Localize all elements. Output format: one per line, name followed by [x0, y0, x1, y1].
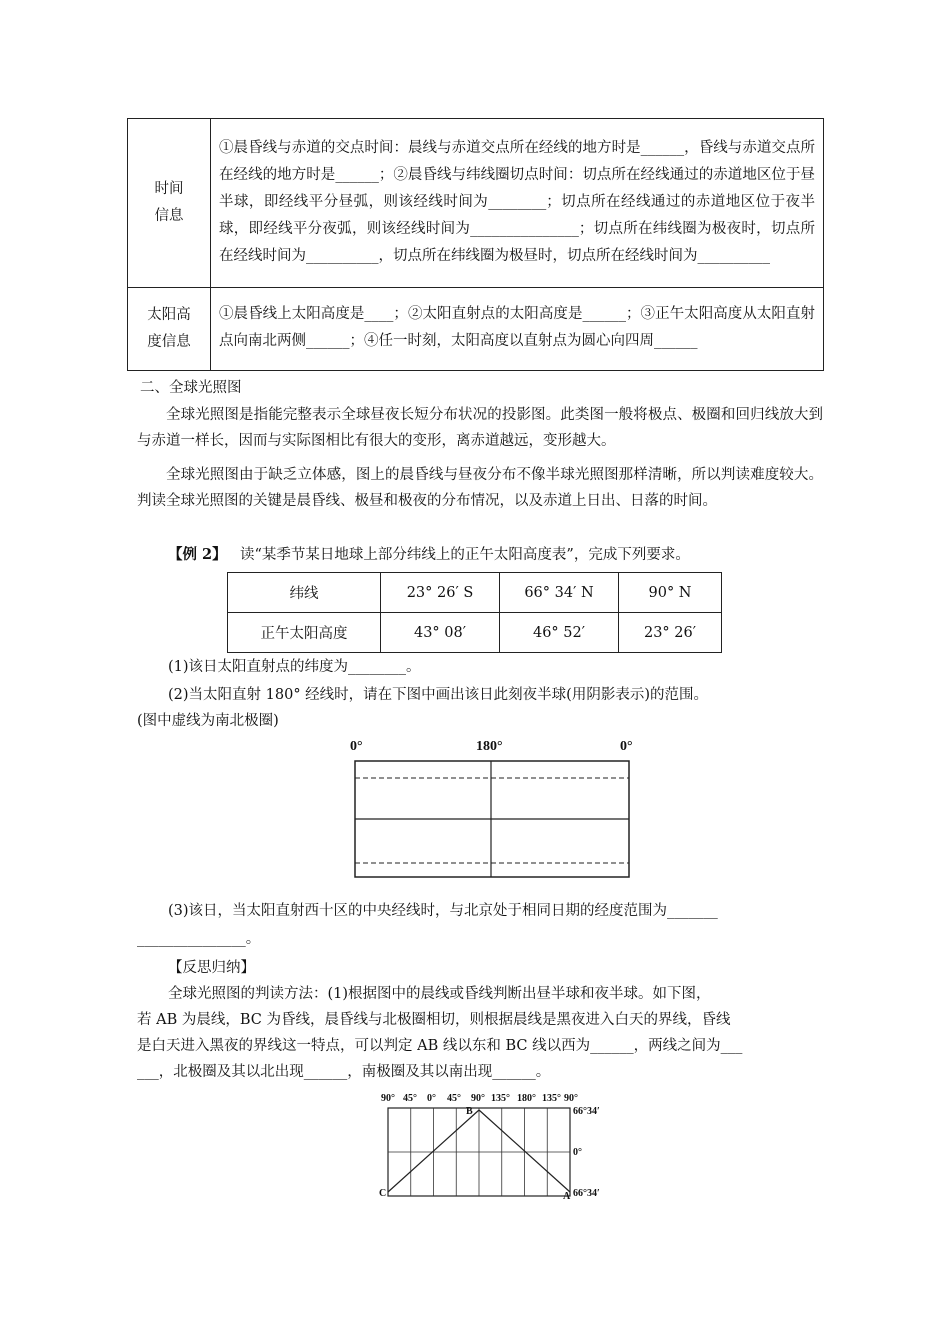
fig2-top-label: 135°: [542, 1093, 561, 1104]
time-content: ①晨昏线与赤道的交点时间：晨线与赤道交点所在经线的地方时是______，昏线与赤道交点所在经线的地方时是______；②晨昏线与纬线圈切点时间：切点所在经线通过的赤道地区位于昼半球，即经线平分昼弧，则该经线时间为________；切点所在经线通过的赤道地区位于夜半球，即经线平分夜弧，则该经线时间为_______________；切点所在纬线圈为极夜时，切点所在经线时间为__________，切点所在纬线圈为极昼时，切点所在经线时间为__________: [211, 119, 824, 288]
question-2-line-1: (2)当太阳直射 180° 经线时，请在下图中画出该日此刻夜半球(用阴影表示)的范围。: [168, 687, 708, 703]
question-3-line-1: (3)该日，当太阳直射西十区的中央经线时，与北京处于相同日期的经度范围为_______: [168, 903, 718, 919]
time-header-text: 时间 信息: [154, 181, 184, 224]
table-cell: 23° 26′: [619, 613, 722, 653]
sun-content: ①晨昏线上太阳高度是____；②太阳直射点的太阳高度是______；③正午太阳高度从太阳直射点向南北两侧______；④任一时刻，太阳高度以直射点为圆心向四周______: [211, 288, 824, 371]
sun-header-text: 太阳高 度信息: [147, 307, 191, 350]
time-row: [128, 119, 824, 288]
noon-sun-table: [227, 572, 722, 653]
question-2-line-2: (图中虚线为南北极圈): [137, 713, 279, 729]
reflection-line-2: 若 AB 为晨线，BC 为昏线，晨昏线与北极圈相切，则根据晨线是黑夜进入白天的界线，昏线: [137, 1012, 731, 1028]
fig1-grid[interactable]: [350, 757, 635, 883]
fig2-top-label: 90°: [381, 1093, 395, 1104]
fig1-mid-label: 180°: [476, 739, 503, 754]
table-cell: 正午太阳高度: [228, 613, 381, 653]
fig2-top-label: 90°: [564, 1093, 578, 1104]
table-row: [228, 613, 722, 653]
example-label: 【例 2】: [168, 546, 227, 563]
sun-header: [128, 288, 211, 371]
fig2-top-label: 45°: [403, 1093, 417, 1104]
fig2-top-label: 90°: [471, 1093, 485, 1104]
fig2-right-label: 66°34′: [573, 1106, 600, 1117]
question-1: (1)该日太阳直射点的纬度为________。: [168, 659, 421, 675]
table-cell: 46° 52′: [500, 613, 619, 653]
reflection-line-3: 是白天进入黑夜的界线这一特点，可以判定 AB 线以东和 BC 线以西为______，两线之间为___: [137, 1038, 743, 1054]
section-para-1: 全球光照图是指能完整表示全球昼夜长短分布状况的投影图。此类图一般将极点、极圈和回归线放大到与赤道一样长，因而与实际图相比有很大的变形，离赤道越远，变形越大。: [137, 407, 823, 449]
reflection-title: 【反思归纳】: [168, 960, 255, 976]
fig1-left-label: 0°: [350, 739, 363, 754]
fig2-top-label: 0°: [427, 1093, 436, 1104]
fig2-top-label: 45°: [447, 1093, 461, 1104]
fig2-right-label: 0°: [573, 1147, 582, 1158]
fig2-top-label: 180°: [517, 1093, 536, 1104]
fig2-diagram: [385, 1105, 575, 1201]
table-cell: 66° 34′ N: [500, 573, 619, 613]
fig2-point-a: A: [563, 1191, 571, 1202]
time-header: [128, 119, 211, 288]
reflection-line-1: 全球光照图的判读方法：(1)根据图中的晨线或昏线判断出昼半球和夜半球。如下图，: [168, 986, 711, 1002]
fig2-point-c: C: [379, 1188, 387, 1199]
fig1-right-label: 0°: [620, 739, 633, 754]
table-cell: 23° 26′ S: [381, 573, 500, 613]
info-table: [127, 118, 824, 371]
fig2-right-label: 66°34′: [573, 1188, 600, 1199]
sun-row: [128, 288, 824, 371]
fig2-point-b: B: [466, 1106, 473, 1117]
reflection-line-4: ___，北极圈及其以北出现______，南极圈及其以南出现______。: [137, 1064, 551, 1080]
question-3-line-2: _______________。: [137, 931, 261, 947]
table-cell: 90° N: [619, 573, 722, 613]
fig2-top-label: 135°: [491, 1093, 510, 1104]
example-prompt: 读“某季节某日地球上部分纬线上的正午太阳高度表”，完成下列要求。: [240, 547, 690, 563]
table-row: [228, 573, 722, 613]
section-para-2: 全球光照图由于缺乏立体感，图上的晨昏线与昼夜分布不像半球光照图那样清晰，所以判读难度较大。判读全球光照图的关键是晨昏线、极昼和极夜的分布情况，以及赤道上日出、日落的时间。: [137, 467, 823, 509]
table-cell: 纬线: [228, 573, 381, 613]
section-title: 二、全球光照图: [140, 380, 242, 396]
table-cell: 43° 08′: [381, 613, 500, 653]
